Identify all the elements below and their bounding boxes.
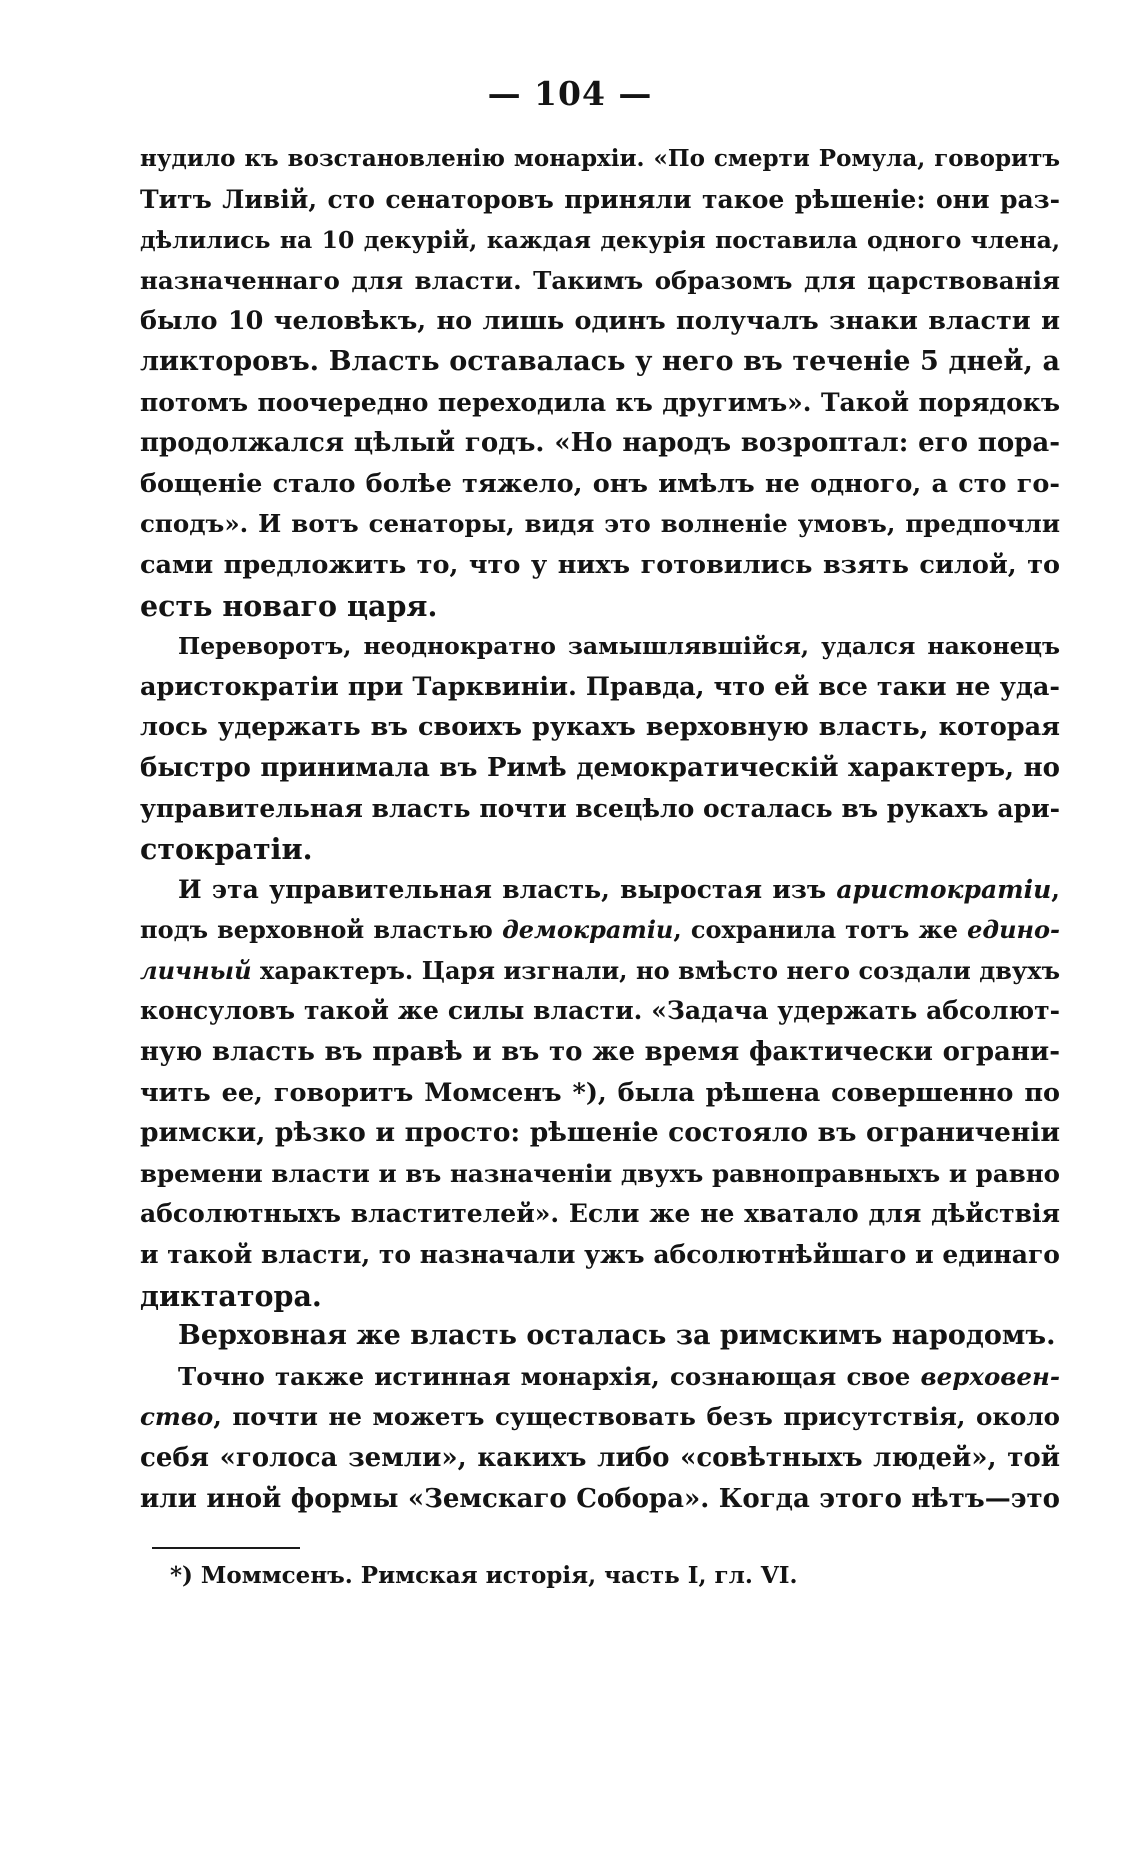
text-segment: стократіи.: [140, 832, 313, 867]
italic-emphasis: едино-: [967, 915, 1060, 945]
text-segment: Переворотъ, неоднократно замышлявшійся, удался наконецъ: [178, 632, 1060, 661]
text-line: [140, 504, 1060, 545]
text-line: [140, 261, 1060, 302]
text-segment: абсолютныхъ властителей». Если же не хватало для дѣйствія: [140, 1199, 1060, 1229]
footnote-divider: [152, 1547, 300, 1549]
text-line: [140, 1113, 1060, 1154]
body-text: [140, 139, 1060, 1519]
text-segment: Титъ Ливій, сто сенаторовъ приняли такое рѣшеніе: они раз-: [140, 184, 1060, 214]
text-segment: лось удержать въ своихъ рукахъ верховную власть, которая: [140, 712, 1060, 743]
text-line: [140, 180, 1060, 221]
text-segment: есть новаго царя.: [140, 588, 438, 623]
text-segment: быстро принимала въ Римѣ демократическій характеръ, но: [140, 752, 1060, 783]
text-line: [140, 626, 1060, 667]
text-segment: чить ее, говоритъ Момсенъ *), была рѣшена совершенно по: [140, 1077, 1060, 1108]
text-line: [140, 870, 1060, 911]
text-segment: и такой власти, то назначали ужъ абсолютнѣйшаго и единаго: [140, 1240, 1060, 1270]
italic-emphasis: личный: [140, 955, 252, 985]
text-line: [140, 951, 1060, 992]
text-line: [140, 789, 1060, 830]
text-segment: диктатора.: [140, 1278, 322, 1313]
text-line: [140, 1154, 1060, 1195]
text-segment: было 10 человѣкъ, но лишь одинъ получалъ знаки власти и: [140, 306, 1060, 337]
text-segment: дѣлились на 10 декурій, каждая декурія поставила одного члена,: [140, 226, 1060, 255]
text-line: [140, 1479, 1060, 1520]
text-segment: нудило къ возстановленію монархіи. «По смерти Ромула, говоритъ: [140, 145, 1060, 172]
text-line: [140, 1397, 1060, 1438]
text-segment: , почти не можетъ существовать безъ присутствія, около: [213, 1402, 1060, 1432]
text-segment: сами предложить то, что у нихъ готовились взять силой, то: [140, 549, 1060, 580]
text-segment: потомъ поочередно переходила къ другимъ». Такой порядокъ: [140, 387, 1060, 417]
text-line: [140, 383, 1060, 424]
text-segment: консуловъ такой же силы власти. «Задача удержать абсолют-: [140, 996, 1060, 1026]
text-line: [140, 220, 1060, 261]
text-line: [140, 1438, 1060, 1479]
text-segment: , сохранила тотъ же: [673, 915, 968, 945]
text-segment: характеръ. Царя изгнали, но вмѣсто него создали двухъ: [251, 955, 1060, 985]
text-line: [140, 829, 1060, 870]
text-segment: ,: [1051, 874, 1060, 904]
italic-emphasis: ство: [140, 1402, 214, 1432]
text-line: [140, 545, 1060, 586]
text-line: [140, 667, 1060, 708]
text-line: [140, 1032, 1060, 1073]
text-segment: римски, рѣзко и просто: рѣшеніе состояло въ ограниченіи: [140, 1117, 1060, 1149]
text-segment: И эта управительная власть, выростая изъ: [178, 874, 837, 904]
footnote: *) Моммсенъ. Римская исторія, часть I, гл. VI.: [170, 1562, 798, 1589]
text-segment: подъ верховной властью: [140, 915, 503, 945]
page-number: — 104 —: [487, 74, 653, 113]
text-segment: Точно также истинная монархія, сознающая свое: [178, 1361, 921, 1391]
text-segment: себя «голоса земли», какихъ либо «совѣтныхъ людей», той: [140, 1443, 1060, 1473]
text-line: [140, 301, 1060, 342]
text-segment: Верховная же власть осталась за римскимъ народомъ.: [178, 1320, 1056, 1352]
text-segment: продолжался цѣлый годъ. «Но народъ возроптал: его пора-: [140, 428, 1060, 459]
text-line: [140, 423, 1060, 464]
text-line: [140, 139, 1060, 180]
text-segment: ликторовъ. Власть оставалась у него въ теченіе 5 дней, а: [140, 345, 1060, 377]
text-line: [140, 586, 1060, 627]
text-line: [140, 1276, 1060, 1317]
text-line: [140, 464, 1060, 505]
text-segment: бощеніе стало болѣе тяжело, онъ имѣлъ не одного, а сто го-: [140, 468, 1060, 499]
text-line: [140, 991, 1060, 1032]
text-segment: времени власти и въ назначеніи двухъ равноправныхъ и равно: [140, 1158, 1060, 1188]
text-line: [140, 1316, 1060, 1357]
text-line: [140, 707, 1060, 748]
text-segment: или иной формы «Земскаго Собора». Когда этого нѣтъ—это: [140, 1483, 1060, 1514]
text-line: [140, 342, 1060, 383]
text-segment: аристократіи при Тарквиніи. Правда, что ей все таки не уда-: [140, 671, 1060, 702]
text-line: [140, 1235, 1060, 1276]
text-line: [140, 748, 1060, 789]
text-segment: назначеннаго для власти. Такимъ образомъ для царствованія: [140, 265, 1060, 295]
text-line: [140, 1073, 1060, 1114]
text-segment: управительная власть почти всецѣло осталась въ рукахъ ари-: [140, 793, 1060, 823]
text-segment: ную власть въ правѣ и въ то же время фактически ограни-: [140, 1037, 1060, 1068]
italic-emphasis: демократіи: [502, 915, 674, 945]
italic-emphasis: верховен-: [920, 1361, 1060, 1391]
italic-emphasis: аристократіи: [836, 874, 1052, 904]
text-line: [140, 1194, 1060, 1235]
text-line: [140, 910, 1060, 951]
text-line: [140, 1357, 1060, 1398]
text-segment: сподъ». И вотъ сенаторы, видя это волненіе умовъ, предпочли: [140, 509, 1060, 539]
